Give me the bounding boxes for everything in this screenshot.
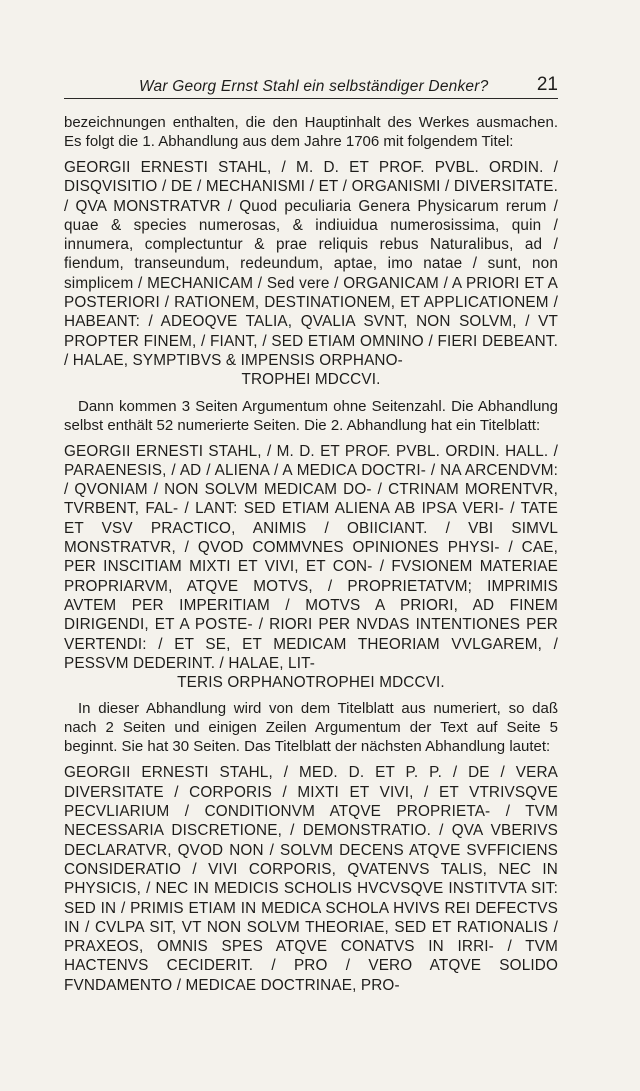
body-text — [64, 113, 558, 995]
page-number: 21 — [536, 74, 558, 95]
quoted-title-second-treatise-end: TERIS ORPHANOTROPHEI MDCCVI. — [177, 674, 445, 692]
book-page — [64, 70, 558, 995]
quoted-title-third-treatise: GEORGII ERNESTI STAHL, / MED. D. ET P. P. / DE / VERA DIVERSITATE / CORPORIS / MIXTI ET VIVI, / ET VTRIVSQVE PECVLIARIUM / CONDITIONVM ATQVE PROPRIETA- / TVM NECESSARIA DISCRETIONE, / DEMONSTRATIO. / QVA VBERIVS DECLARATVR, QVOD NON / SOLVM DECENS ATQVE SVFFICIENS CONSIDERATIO / VIVI CORPORIS, QVATENVS TALIS, NEC IN PHYSICIS, / NEC IN MEDICIS SCHOLIS HVCVSQVE INSTITVTA SIT: SED IN / PRIMIS ETIAM IN MEDICA SCHOLA HVIVS REI DEFECTVS IN / CVLPA SIT, VT NON SOLVM THEORIAE, SED ET RATIONALIS / PRAXEOS, OMNIS SPES ATQVE CONATVS IN IRRI- / TVM HACTENVS CECIDERIT. / PRO / VERO ATQVE SOLIDO FVNDAMENTO / MEDICAE DOCTRINAE, PRO- — [64, 764, 558, 994]
paragraph-intro: bezeichnungen enthalten, die den Hauptinhalt des Werkes ausmachen. Es folgt die 1. Abhandlung aus dem Jahre 1706 mit folgendem Titel: — [64, 114, 558, 150]
page-header — [64, 70, 558, 99]
paragraph-second-treatise: Dann kommen 3 Seiten Argumentum ohne Seitenzahl. Die Abhandlung selbst enthält 52 numerierte Seiten. Die 2. Abhandlung hat ein Titelblatt: — [64, 397, 558, 434]
quoted-title-first-treatise-end: TROPHEI MDCCVI. — [241, 371, 381, 389]
running-title: War Georg Ernst Stahl ein selbständiger Denker? — [139, 78, 489, 95]
quoted-title-first-treatise: GEORGII ERNESTI STAHL, / M. D. ET PROF. PVBL. ORDIN. / DISQVISITIO / DE / MECHANISMI / ET / ORGANISMI / DIVERSITATE. / QVA MONSTRATVR / Quod peculiaria Genera Physicarum rerum / quae & species numerosas, & indiuidua numerosissima, quin / innumera, complectuntur & prae reliquis rebus Naturalibus, ad / fiendum, transeundum, redeundum, aptae, imo natae / sunt, non simplicem / MECHANICAM / Sed vere / ORGANICAM / A PRIORI ET A POSTERIORI / RATIONEM, DESTINATIONEM, ET APPLICATIONEM / HABEANT: / ADEOQVE TALIA, QVALIA SVNT, NON SOLVM, / VT PROPTER FINEM, / FIANT, / SED ETIAM OMNINO / FIERI DEBEANT. / HALAE, SYMPTIBVS & IMPENSIS ORPHANO- — [64, 159, 558, 369]
quoted-title-second-treatise: GEORGII ERNESTI STAHL, / M. D. ET PROF. PVBL. ORDIN. HALL. / PARAENESIS, / AD / ALIENA / A MEDICA DOCTRI- / NA ARCENDVM: / QVONIAM / NON SOLVM MEDICAM DO- / CTRINAM MORENTVR, TVRBENT, FAL- / LANT: SED ETIAM ALIENA AB IPSA VERI- / TATE ET VSV PRACTICO, ANIMIS / OBIICIANT. / VBI SIMVL MONSTRATVR, / QVOD COMMVNES OPINIONES PHYSI- / CAE, PER INSCITIAM MIXTI ET VIVI, ET CON- / FVSIONEM MATERIAE PROPRIARVM, ATQVE MOTVS, / PROPRIETATVM; IMPRIMIS AVTEM PER IMPERITIAM / MOTVS A PRIORI, AD FINEM DIRIGENDI, ET A POSTE- / RIORI PER NVDAS INTENTIONES PER VERTENDI: / ET SE, ET MEDICAM THEORIAM VVLGAREM, / PESSVM DEDERINT. / HALAE, LIT- — [64, 442, 558, 672]
paragraph-third-treatise: In dieser Abhandlung wird von dem Titelblatt aus numeriert, so daß nach 2 Seiten und einigen Zeilen Argumentum der Text auf Seite 5 beginnt. Sie hat 30 Seiten. Das Titelblatt der nächsten Abhandlung lautet: — [64, 700, 558, 756]
